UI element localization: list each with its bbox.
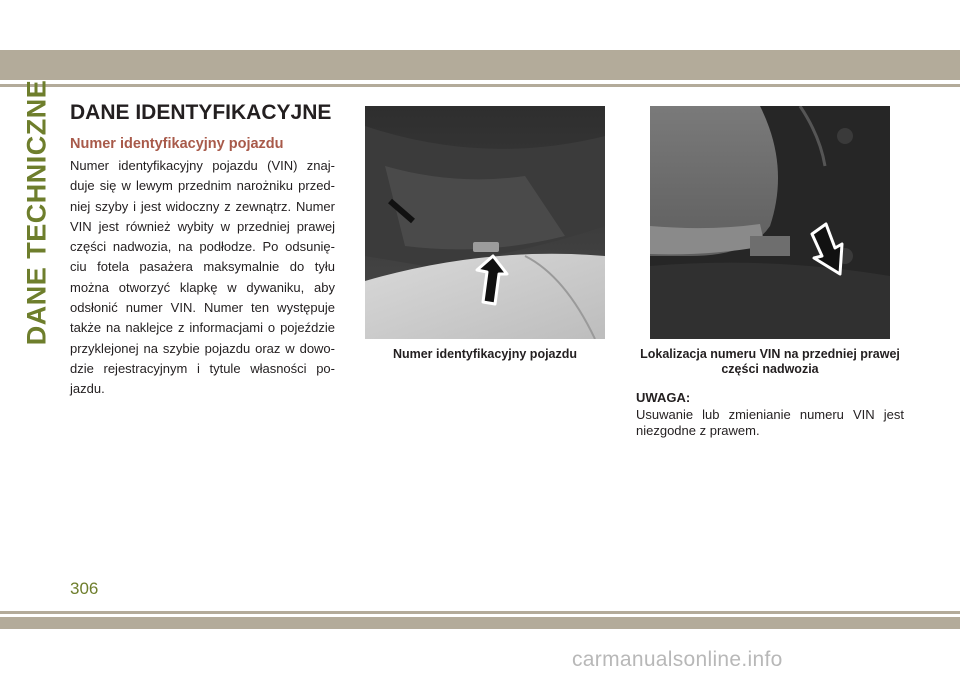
note-text: Usuwanie lub zmienianie numeru VIN jest niezgodne z prawem. <box>636 407 904 438</box>
figure-caption-floor: Lokalizacja numeru VIN na przedniej prawej części nadwozia <box>640 347 900 376</box>
vin-windshield-photo <box>365 106 605 339</box>
vin-floor-photo <box>650 106 890 339</box>
section-side-tab-label: DANE TECHNICZNE <box>21 79 52 345</box>
section-subtitle: Numer identyfikacyjny pojazdu <box>70 136 284 152</box>
note-heading: UWAGA: <box>636 390 691 405</box>
top-decor-band <box>0 50 960 80</box>
watermark: carmanualsonline.info <box>572 648 783 671</box>
figure-caption-windshield: Numer identyfikacyjny pojazdu <box>392 347 578 361</box>
page-title: DANE IDENTYFIKACYJNE <box>70 101 332 124</box>
bottom-decor-line <box>0 611 960 614</box>
section-side-tab <box>20 79 54 345</box>
top-decor-line <box>0 84 960 87</box>
page-number: 306 <box>70 579 99 598</box>
body-paragraph: Numer identyfikacyjny pojazdu (VIN) znaj-duje się w lewym przednim narożniku przed-niej szyby i jest widoczny z zewnątrz. Numer VIN jest również wybity w przedniej prawej części nadwozia, na podłodze. Po odsunię-ciu fotela pasażera maksymalnie do tyłu można otworzyć klapkę w dywaniku, aby odsłonić numer VIN. Numer ten występuje także na naklejce z informacjami o pojeździe przyklejonej na szybie pojazdu oraz w dowo-dzie rejestracyjnym i tytule własności po-jazdu. <box>70 158 335 397</box>
bottom-decor-band <box>0 617 960 629</box>
